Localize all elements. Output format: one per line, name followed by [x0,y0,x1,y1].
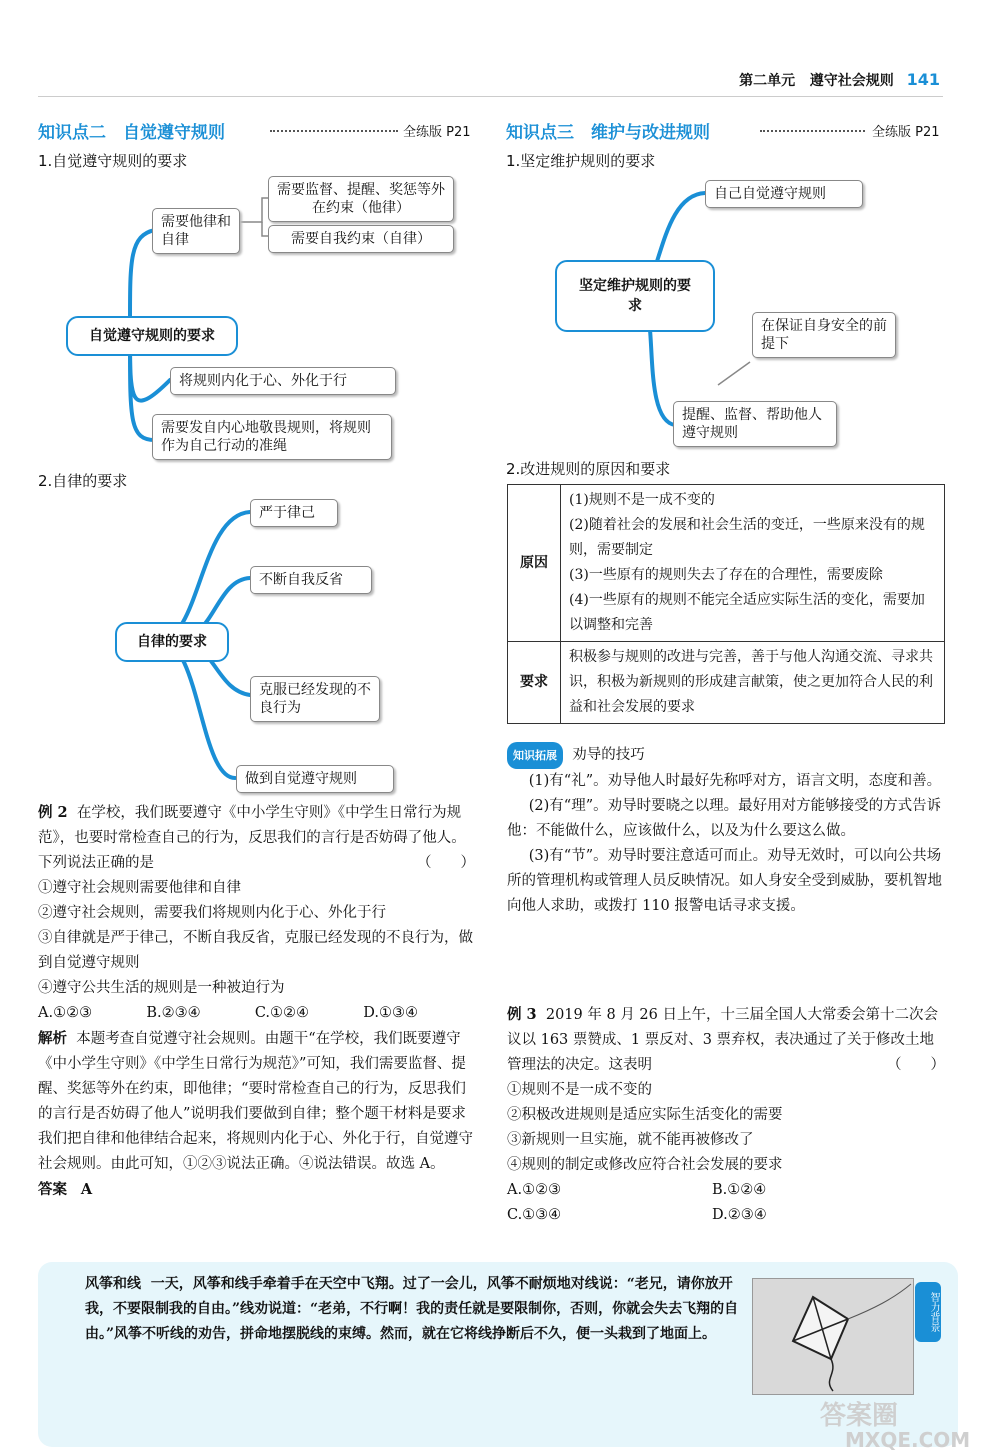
dot-leader [760,130,865,132]
extension-p2: (2)有“理”。劝导时要晓之以理。最好用对方能够接受的方式告诉他：不能做什么，应该做什么，以及为什么要这么做。 [507,798,942,839]
answer [38,1177,475,1203]
map3-root: 坚定维护规则的要求 [555,260,715,332]
kite-illustration [752,1278,914,1395]
map3-node-d1: 自己自觉遵守规则 [705,180,863,208]
option-2: ②遵守社会规则，需要我们将规则内化于心、外化于行 [38,905,386,921]
analysis [38,1026,475,1177]
reason-item: (3)一些原有的规则失去了存在的合理性，需要废除 [569,567,883,583]
option-4: ④遵守公共生活的规则是一种被迫行为 [38,980,285,996]
option-3: ③新规则一旦实施，就不能再被修改了 [507,1132,754,1148]
reason-label: 原因 [508,485,561,642]
reason-item: (2)随着社会的发展和社会生活的变迁，一些原来没有的规则，需要制定 [569,517,925,558]
map1-node-b3: 需要发自内心地敬畏规则，将规则作为自己行动的准绳 [152,414,392,460]
choice-d: D.①③④ [363,1005,418,1021]
subheading: 1.坚定维护规则的要求 [506,152,656,170]
choices-row [507,1203,945,1228]
map3-node-d2: 在保证自身安全的前提下 [752,312,896,358]
map1-node-b2: 将规则内化于心、外化于行 [170,367,396,395]
option-1: ①规则不是一成不变的 [507,1082,652,1098]
section-ref: 全练版 P21 [403,125,471,140]
option-4: ④规则的制定或修改应符合社会发展的要求 [507,1157,783,1173]
extension-p1: (1)有“礼”。劝导他人时最好先称呼对方，语言文明，态度和善。 [528,773,942,789]
answer-value: A [80,1181,93,1198]
extension-heading [507,742,945,769]
side-tag: 智力背景 [915,1282,941,1342]
map2-node-c1: 严于律己 [250,499,338,527]
subheading: 1.自觉遵守规则的要求 [38,152,188,170]
answer-bracket: （ ） [887,1057,945,1073]
map3-node-d3: 提醒、监督、帮助他人遵守规则 [673,401,837,447]
example-label: 例 2 [38,804,68,821]
map2-root: 自律的要求 [115,622,229,662]
knowledge-extension [507,742,945,919]
choice-c: C.①②④ [254,1005,310,1021]
answer-label: 答案 [38,1181,67,1198]
map2-node-c4: 做到自觉遵守规则 [236,765,394,793]
extension-tag: 知识拓展 [507,742,563,769]
watermark-logo: 答案圈 [820,1401,899,1431]
example-label: 例 3 [507,1006,537,1023]
choice-c: C.①③④ [507,1207,562,1223]
map2-node-c3: 克服已经发现的不良行为 [250,676,380,722]
analysis-text: 本题考查自觉遵守社会规则。由题干“在学校，我们既要遵守《中小学生守则》《中学生日常行为规范》”可知，我们需要监督、提醒、奖惩等外在约束，即他律；“要时常检查自己的行为，反思我们的言行是否妨碍了他人”说明我们要做到自律；整个题干材料是要求我们把自律和他律结合起来，将规则内化于心、外化于行，自觉遵守社会规则。由此可知，①②③说法正确。④说法错误。故选 A。 [38,1031,473,1172]
unit-title: 遵守社会规则 [809,73,894,89]
reason-item: (4)一些原有的规则不能完全适应实际生活的变化，需要加以调整和完善 [569,592,925,633]
choice-b: B.①②④ [712,1182,767,1198]
map1-node-b1: 需要他律和自律 [152,208,240,254]
example-stem: 2019 年 8 月 26 日上午，十三届全国人大常委会第十二次会议以 163 票赞成、1 票反对、3 票弃权，表决通过了关于修改土地管理法的决定。这表明 [507,1007,938,1073]
reasons-cell [561,485,945,642]
option-2: ②积极改进规则是适应实际生活变化的需要 [507,1107,783,1123]
subheading: 2.自律的要求 [38,472,128,490]
example-2 [38,800,475,1203]
extension-title: 劝导的技巧 [572,747,645,763]
example-stem: 在学校，我们既要遵守《中小学生守则》《中学生日常行为规范》，也要时常检查自己的行为，反思我们的言行是否妨碍了他人。下列说法正确的是 [38,805,466,871]
reform-table [507,484,945,724]
analysis-label: 解析 [38,1030,67,1047]
answer-bracket: （ ） [417,855,475,871]
section-title-3: 知识点三 维护与改进规则 [506,123,710,143]
choice-b: B.②③④ [146,1005,201,1021]
requirement-cell: 积极参与规则的改进与完善，善于与他人沟通交流、寻求共识，积极为新规则的形成建言献策，使之更加符合人民的利益和社会发展的要求 [561,642,945,724]
map1-node-b1b: 需要自我约束（自律） [268,225,454,253]
map2-node-c2: 不断自我反省 [250,566,372,594]
option-3: ③自律就是严于律己，不断自我反省，克服已经发现的不良行为，做到自觉遵守规则 [38,930,473,971]
section-ref: 全练版 P21 [872,125,940,140]
reason-item: (1)规则不是一成不变的 [569,492,715,508]
story-body: 一天，风筝和线手牵着手在天空中飞翔。过了一会儿，风筝不耐烦地对线说：“老兄，请你放开我，不要限制我的自由。”线劝说道：“老弟，不行啊！我的责任就是要限制你，否则，你就会失去飞翔的自由。”风筝不听线的劝告，拼命地摆脱线的束缚。然而，就在它将线挣断后不久，便一头栽到了地面上。 [85,1276,739,1342]
choice-d: D.②③④ [712,1207,767,1223]
requirement-label: 要求 [508,642,561,724]
story-title: 风筝和线 [85,1276,141,1292]
example-3 [507,1002,945,1228]
choices-row [507,1178,945,1203]
page-number: 141 [906,70,940,89]
subheading: 2.改进规则的原因和要求 [506,460,671,478]
choice-a: A.①②③ [38,1005,93,1021]
map1-node-b1a: 需要监督、提醒、奖惩等外在约束（他律） [268,176,454,222]
story-text [85,1272,745,1347]
option-1: ①遵守社会规则需要他律和自律 [38,880,241,896]
choices-row [38,1001,418,1026]
kite-icon [753,1279,913,1394]
watermark-url: MXQE.COM [845,1428,971,1452]
map1-root: 自觉遵守规则的要求 [66,316,238,356]
choice-a: A.①②③ [507,1182,562,1198]
extension-p3: (3)有“节”。劝导时要注意适可而止。劝导无效时，可以向公共场所的管理机构或管理人员反映情况。如人身安全受到威胁，要机智地向他人求助，或拨打 110 报警电话寻求支援。 [507,848,942,914]
section-title-2: 知识点二 自觉遵守规则 [38,123,225,143]
unit-label: 第二单元 [739,73,796,89]
